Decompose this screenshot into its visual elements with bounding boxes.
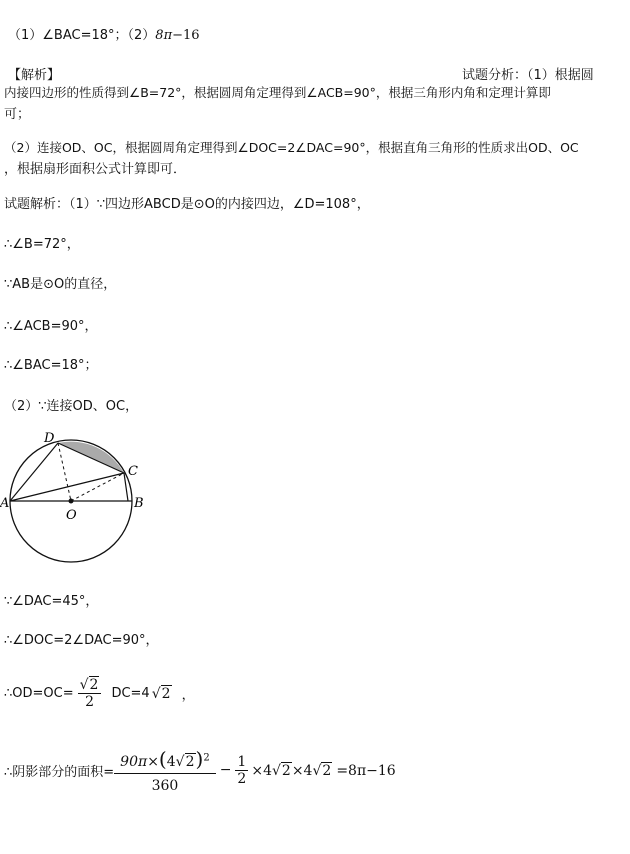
half-den: 2 [237, 770, 247, 787]
circle-figure [0, 428, 160, 568]
solution-step-6: （2）∵连接OD、OC， [4, 399, 139, 414]
area-num-b: 4 [166, 753, 176, 770]
label-o: O [66, 508, 77, 523]
solution-step-5: ∴∠BAC=18°； [4, 358, 98, 373]
solution-step-2: ∴∠B=72°， [4, 237, 80, 252]
solution-step-1: 试题解析：（1）∵四边形ABCD是⊙O的内接四边，∠D=108°， [4, 197, 370, 212]
answer-part-1: （1）∠BAC=18°；（2） [8, 28, 156, 43]
half-fraction [235, 754, 248, 787]
sqrt2-over-2-fraction: $\frac{√2}{2}$ [78, 676, 102, 710]
answer-value-pi: 8π [155, 28, 173, 43]
answer-value-const: −16 [172, 28, 200, 43]
label-c: C [128, 464, 138, 479]
half-num: 1 [237, 753, 247, 770]
od-num-radicand: 2 [89, 677, 99, 693]
analysis-line-1-end: 可； [4, 107, 31, 122]
solution-step-3: ∵AB是⊙O的直径， [4, 277, 117, 292]
area-num-radicand: 2 [185, 753, 195, 770]
area-num-a: 90π× [120, 753, 159, 770]
segment-od-dashed [58, 443, 71, 501]
solution-step-4: ∴∠ACB=90°， [4, 319, 98, 334]
area-line: ∴阴影部分的面积= $\frac{90\pi\times(4√2)^2}{360}$ − $\frac{1}{2}$ ×4√2×4√2 =8π−16 [4, 746, 396, 794]
segment-oc-dashed [71, 473, 124, 501]
area-times-2: ×4 [291, 762, 313, 779]
dc-label: DC=4 [111, 685, 150, 701]
label-b: B [134, 496, 144, 511]
area-num-exponent: 2 [203, 751, 210, 763]
area-radicand-1: 2 [281, 762, 291, 779]
analysis-line-2-end: ，根据扇形面积公式计算即可． [4, 162, 187, 177]
area-minus: − [219, 762, 232, 778]
area-radicand-2: 2 [322, 762, 332, 779]
analysis-heading: 【解析】 [8, 68, 61, 83]
sector-area-fraction: $\frac{90\pi\times(4√2)^2}{360}$ [114, 747, 216, 794]
dc-radicand: 2 [161, 685, 171, 702]
solution-step-7: ∵∠DAC=45°， [4, 594, 99, 609]
od-oc-prefix: ∴OD=OC= [4, 685, 74, 701]
analysis-intro: 试题分析：（1）根据圆 [462, 68, 594, 83]
segment-ac [10, 473, 124, 501]
solution-step-8: ∴∠DOC=2∠DAC=90°， [4, 633, 159, 648]
od-oc-line: ∴OD=OC= $\frac{√2}{2}$ DC=4 √2 ， [4, 677, 195, 710]
analysis-line-2: （2）连接OD、OC，根据圆周角定理得到∠DOC=2∠DAC=90°，根据直角三角形的性质求出OD、OC [4, 140, 579, 155]
od-den: 2 [85, 694, 94, 710]
area-result: =8π−16 [336, 762, 396, 779]
area-prefix: ∴阴影部分的面积= [4, 764, 115, 780]
answer-line [8, 24, 200, 43]
od-oc-suffix: ， [181, 687, 195, 703]
center-point-o [69, 499, 74, 504]
analysis-line-1: 内接四边形的性质得到∠B=72°，根据圆周角定理得到∠ACB=90°，根据三角形内角和定理计算即 [4, 85, 551, 100]
area-times-1: ×4 [251, 762, 272, 779]
label-d: D [44, 431, 55, 446]
area-den: 360 [151, 777, 179, 794]
label-a: A [0, 496, 10, 511]
